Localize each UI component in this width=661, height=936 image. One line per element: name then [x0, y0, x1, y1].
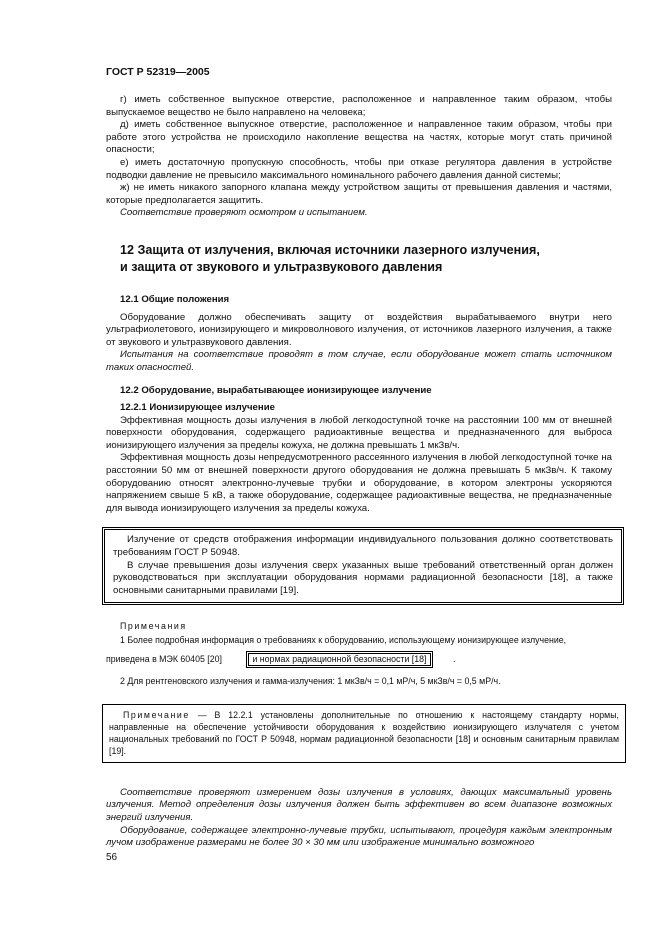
intro-compliance: Соответствие проверяют осмотром и испытанием. [120, 207, 368, 219]
list-item-d: д) иметь собственное выпускное отверстие, расположенное и направленное таким образом, чтобы при работе этого устройства не происходило накопление вещества на частях, которые могут стать причиной опасности; [106, 119, 612, 156]
boxed-note-label: Примечание [123, 709, 190, 720]
section-12-title-line2: и защита от звукового и ультразвукового давления [120, 259, 443, 274]
boxed-paragraph-2: В случае превышения дозы излучения сверх указанных выше требований ответственный орган должен руководствоваться при эксплуатации оборудования нормами радиационной безопасности [18], а также основными санитарными правилами [19]. [113, 559, 613, 596]
note-1-text-cont: приведена в МЭК 60405 [20] [106, 653, 222, 664]
note-1-text: 1 Более подробная информация о требованиях к оборудованию, использующему ионизирующее излучение, [120, 635, 567, 645]
section-12-2-heading: 12.2 Оборудование, вырабатывающее ионизирующее излучение [120, 384, 432, 396]
note-1-continuation [106, 651, 612, 669]
closing-paragraph-1: Соответствие проверяют измерением дозы излучения в условиях, дающих максимальный уровень излучения. Метод определения дозы излучения должен быть эффективен во всем диапазоне возможных энергий излучения. [106, 786, 612, 823]
closing-block [106, 787, 612, 850]
note-1-end: . [452, 653, 456, 664]
notes-block [106, 621, 612, 687]
national-requirement-box [102, 527, 624, 605]
page-number: 56 [106, 852, 118, 863]
boxed-note-text: — В 12.2.1 установлены дополнительные по отношению к настоящему стандарту нормы, направленные на обеспечение устойчивости оборудования к воздействию ионизирующего излучателя с учетом национальных требований по ГОСТ Р 50948, нормам радиационной безопасности [18] и основным санитарным правилам [19]. [109, 709, 619, 756]
section-12-heading [106, 242, 612, 276]
standard-header: ГОСТ Р 52319—2005 [106, 66, 210, 78]
section-12-2-1-paragraph-1: Эффективная мощность дозы излучения в любой легкодоступной точке на расстоянии 100 мм от внешней поверхности оборудования, содержащего радиоактивные вещества и предназначенного для выброса ионизирующего излучения за пределы кожуха, не должна превышать 1 мкЗв/ч. [106, 414, 612, 451]
note-1-boxed-insert: и нормах радиационной безопасности [18] [246, 651, 432, 669]
boxed-note [102, 704, 626, 763]
section-12-1-compliance: Испытания на соответствие проводят в том случае, если оборудование может стать источником таких опасностей. [106, 349, 612, 373]
section-12-2-1-paragraph-2: Эффективная мощность дозы непредусмотренного рассеянного излучения в любой легкодоступной точке на расстоянии 50 мм от внешней поверхности другого оборудования не должна превышать 5 мкЗв/ч. К такому оборудованию относят электронно-лучевые трубки и оборудование, в котором электроны ускоряются напряжением свыше 5 кВ, а также оборудование, содержащее радиоактивные вещества, не предназначенные для вывода ионизирующего излучения за пределы кожуха. [106, 452, 612, 514]
boxed-paragraph-1: Излучение от средств отображения информации индивидуального пользования должно соответствовать требованиям ГОСТ Р 50948. [113, 534, 613, 559]
notes-title: Примечания [120, 621, 187, 632]
note-1 [106, 635, 612, 647]
list-item-zh: ж) не иметь никакого запорного клапана между устройством защиты от превышения давления и частями, которые предполагается защитить. [106, 182, 612, 206]
list-item-g: г) иметь собственное выпускное отверстие, расположенное и направленное таким образом, чтобы выпускаемое вещество не было направлено на человека; [106, 94, 612, 118]
section-12-2-1-heading: 12.2.1 Ионизирующее излучение [120, 402, 275, 414]
note-2: 2 Для рентгеновского излучения и гамма-излучения: 1 мкЗв/ч = 0,1 мР/ч, 5 мкЗв/ч = 0,5 мР/ч. [120, 676, 501, 687]
list-item-e: е) иметь достаточную пропускную способность, чтобы при отказе регулятора давления в устройстве подводки давление не превысило максимального номинального рабочего давления данной системы; [106, 156, 612, 181]
section-12-1-heading: 12.1 Общие положения [120, 293, 230, 305]
section-12-title-line1: 12 Защита от излучения, включая источники лазерного излучения, [120, 242, 540, 257]
closing-paragraph-2: Оборудование, содержащее электронно-лучевые трубки, испытывают, процедуря каждым электронным лучом изображение размерами не более 30 × 30 мм или изображение минимально возможного [106, 824, 612, 849]
section-12-1-paragraph: Оборудование должно обеспечивать защиту от воздействия вырабатываемого внутри него ультрафиолетового, ионизирующего и микроволнового излучения, от источников лазерного излучения, а также от звукового и ультразвукового давления. [106, 311, 612, 348]
page-content [106, 94, 619, 850]
